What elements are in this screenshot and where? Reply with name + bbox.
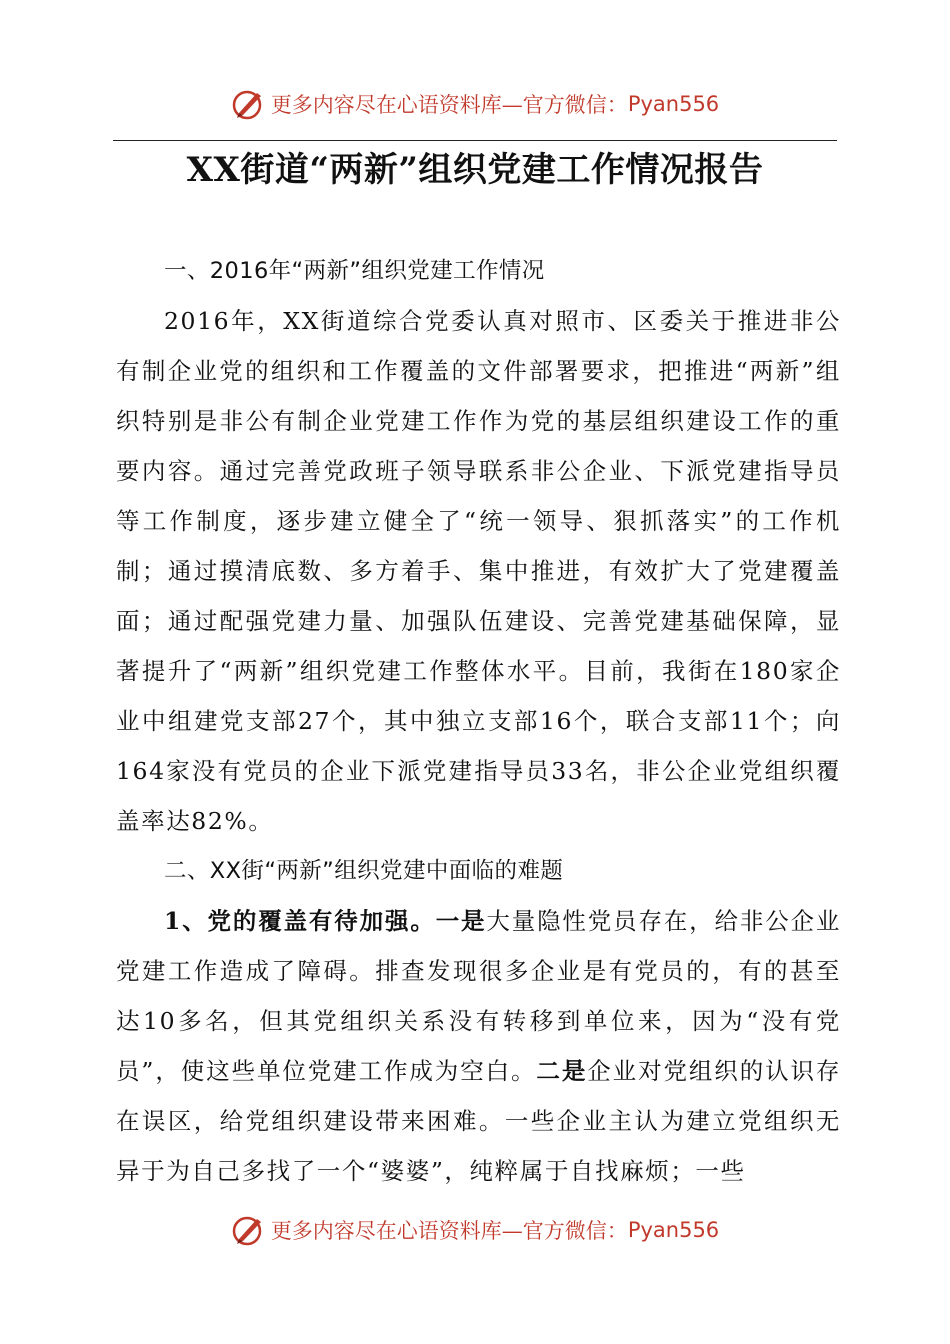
banner-account: Pyan556 [627, 92, 720, 116]
document-title: XX街道“两新”组织党建工作情况报告 [186, 150, 764, 190]
pen-logo-icon [231, 1213, 265, 1247]
point-1-text-a: 大量隐性党员存在，给非公企业党建工作造成了障碍。排查发现很多企业是有党员的，有的甚至达10多名，但其党组织关系没有转移到单位来，因为“没有党员”，使这些单位党建工作成为空白。 [116, 907, 842, 1085]
point-1-paragraph [116, 896, 841, 1196]
banner-text: 更多内容尽在心语资料库—官方微信： [270, 1219, 628, 1243]
point-1-lead: 1、党的覆盖有待加强。 [164, 907, 436, 935]
document-body [116, 246, 841, 1196]
banner-account: Pyan556 [627, 1218, 720, 1242]
point-1-second-marker: 二是 [536, 1057, 588, 1085]
section-1-heading: 一、2016年“两新”组织党建工作情况 [164, 258, 545, 284]
point-1-text-b: 企业对党组织的认识存在误区，给党组织建设带来困难。一些企业主认为建立党组织无异于为自己多找了一个“婆婆”，纯粹属于自找麻烦；一些 [116, 1057, 842, 1185]
section-2-heading: 二、XX街“两新”组织党建中面临的难题 [164, 858, 564, 884]
banner-text: 更多内容尽在心语资料库—官方微信： [270, 93, 628, 117]
watermark-banner-bottom [0, 1210, 950, 1250]
pen-logo-icon [231, 87, 265, 121]
point-1-first-marker: 一是 [435, 907, 487, 935]
header-rule [113, 140, 837, 141]
watermark-banner-top [0, 84, 950, 124]
section-1-paragraph: 2016年，XX街道综合党委认真对照市、区委关于推进非公有制企业党的组织和工作覆盖的文件部署要求，把推进“两新”组织特别是非公有制企业党建工作作为党的基层组织建设工作的重要内容。通过完善党政班子领导联系非公企业、下派党建指导员等工作制度，逐步建立健全了“统一领导、狠抓落实”的工作机制；通过摸清底数、多方着手、集中推进，有效扩大了党建覆盖面；通过配强党建力量、加强队伍建设、完善党建基础保障，显著提升了“两新”组织党建工作整体水平。目前，我街在180家企业中组建党支部27个，其中独立支部16个，联合支部11个；向164家没有党员的企业下派党建指导员33名，非公企业党组织覆盖率达82%。 [116, 307, 841, 835]
